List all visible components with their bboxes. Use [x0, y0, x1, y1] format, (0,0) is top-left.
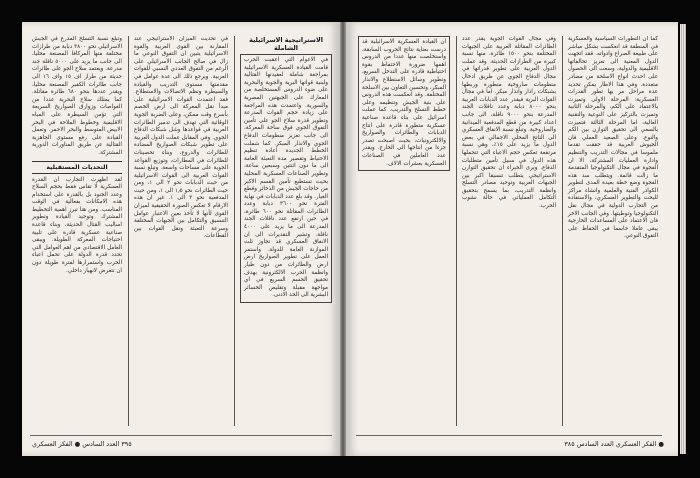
page-footer: ٣٩٥ العدد السادس ● الفكر العسكري [32, 440, 132, 448]
right-page-column-2 [460, 36, 558, 426]
left-page [22, 22, 340, 456]
column-text: في تحديث الميزان الاستراتيجي عند المقارنة بين القوى العربية والقوة الاسرائيلية يتبين ان التفوق النوعي ما زال في صالح الجانب الاسرائيلي على الرغم من التفوق العددي النسبي للقوات العربية. ويرجع ذلك الى عدة عوامل في مقدمتها مستوى التدريب والقيادة والسيطرة ونظم الاتصالات والاستطلاع. فقد اعتمدت القوات الاسرائيلية على مبدأ نقل المعركة الى ارض الخصم بأسرع وقت ممكن، وعلى الضربة الجوية الوقائية التي تهدف الى تدمير الطائرات العربية في قواعدها وشل شبكات الدفاع الجوي. وفي المقابل عملت الدول العربية على تطوير شبكات الصواريخ المضادة للطائرات والدروع، وبناء تحصينات للطائرات في المطارات، وتوزيع القواعد الجوية على مساحات واسعة. وتبلغ نسبة القوات العربية الى القوات الاسرائيلية من حيث الدبابات نحو ٢ الى ١، ومن حيث الطائرات نحو ١٫٥ الى ١، ومن حيث المدفعية نحو ٣ الى ١. غير ان هذه الارقام لا تعكس الصورة الحقيقية لميزان القوى لأنها لا تأخذ بعين الاعتبار عوامل التنسيق والتكامل بين الجبهات المختلفة وسرعة التعبئة ونقل القوات بين القطاعات. [134, 36, 228, 240]
boxed-column-text: ان القيادة العسكرية الاسرائيلية قد درست بعناية نتائج الحروب السابقة، واستخلصت منها عددا من الدروس اهمها ضرورة الاحتفاظ بقوة احتياطية قادرة على التدخل السريع، وتطوير وسائل الاستطلاع والانذار المبكر، وتحسين التعاون بين الاسلحة المختلفة. وقد انعكست هذه الدروس على بنية الجيش وتنظيمه وعلى خطط التسلح والتدريب. كما عملت اسرائيل على بناء قاعدة صناعية عسكرية متطورة قادرة على انتاج الدبابات والطائرات والصواريخ والالكترونيات، بحيث اصبحت تصدر جزءا من انتاجها الى الخارج. ويقدر عدد العاملين في الصناعات العسكرية بعشرات الالاف. [358, 36, 450, 171]
column-text: وتبلغ نسبة التسلح المدرع في الجيش الاسرائيلي نحو ٣٨٠٠ دبابة من طرازات مختلفة منها المركافا المصنعة محليا، الى جانب ما يزيد على ٥٠٠٠ ناقلة جند مدرعة. ويعتمد سلاح الجو على طائرات حديثة من طراز اف ١٥ واف ١٦ الى جانب طائرات الكفير المصنعة محليا، ويقدر عددها بنحو ٦٨٠ طائرة مقاتلة. كما يمتلك سلاح البحرية عددا من الغواصات وزوارق الصواريخ السريعة التي تؤمن السيطرة على المياه الاقليمية وخطوط الملاحة في البحر الابيض المتوسط والبحر الاحمر. وتعمل القيادة على رفع مستوى الجاهزية القتالية عن طريق المناورات الدورية المشتركة. [32, 36, 123, 156]
left-page-column-1 [238, 36, 334, 426]
column-text: لقد اظهرت التجارب ان القدرة العسكرية لا تقاس فقط بحجم السلاح وعدد الجنود بل بالقدرة على استخدام هذه الامكانات بفعالية في الوقت المناسب. ومن هنا تبرز اهمية التخطيط المشترك وتوحيد القيادة وتطوير اساليب القتال الحديثة، وبناء قاعدة صناعية عسكرية قادرة على تلبية احتياجات المعركة الطويلة. ويبقى العامل الاقتصادي من اهم العوامل التي تحدد قدرة الدولة على تحمل اعباء الحرب واستمرارها لفترة طويلة دون ان تتعرض لانهيار داخلي. [32, 176, 122, 274]
column-text: وفي مجال القوات الجوية يقدر عدد الطائرات المقاتلة العربية على الجبهات المختلفة بنحو ١٥٠٠ طائرة، منها نسبة كبيرة من الطرازات الحديثة. وقد عملت الدول العربية على تطوير قدراتها في مجال الدفاع الجوي عن طريق ادخال منظومات صاروخية متطورة وربطها بشبكات رادار وانذار مبكر. اما في مجال القوات البرية فيقدر عدد الدبابات العربية بنحو ٨٠٠٠ دبابة وعدد ناقلات الجند المدرعة بنحو ٩٠٠٠ ناقلة، الى جانب اعداد كبيرة من قطع المدفعية الميدانية والصاروخية. وتبلغ نسبة الانفاق العسكري الى الناتج المحلي الاجمالي في بعض الدول ما يزيد على ١٥٪، وهي نسبة مرتفعة تعكس حجم الاعباء التي تتحملها هذه الدول في سبيل تأمين متطلبات الدفاع. ويرى الخبراء ان تحقيق التوازن الاستراتيجي يتطلب تنسيقا اكبر بين الجبهات العربية وتوحيد مصادر التسلح وانظمة التدريب، بما يسمح بتحقيق التكامل العملياتي في حالة نشوب الحرب. [462, 36, 557, 210]
column-divider [456, 36, 457, 426]
right-page [346, 22, 678, 456]
left-page-column-3 [30, 36, 124, 426]
footer-rule [30, 435, 332, 436]
boxed-column-text: في الاعوام التي اعقبت الحرب قامت القيادة العسكرية الاسرائيلية بمراجعة شاملة لعقيدتها القتالية ولبنية قواتها البرية والجوية والبحرية على ضوء الدروس المستخلصة من المعارك على الجبهتين المصرية والسورية. واعتمدت هذه المراجعة على زيادة حجم القوات المدرعة وتطوير قدرة سلاح الجو على تأمين التفوق الجوي فوق ساحة المعركة، الى جانب تعزيز منظومات الدفاع الجوي والانذار المبكر. كما شملت الخطط الجديدة اعادة تنظيم الاحتياط وتقصير مدة التعبئة العامة الى ما دون اثنتين وسبعين ساعة، وتطوير الصناعات العسكرية المحلية بحيث تستطيع تأمين القسم الاكبر من حاجات الجيش من الذخائر وقطع الغيار. وقد بلغ عدد الدبابات في نهاية الفترة نحو ٣٦٠٠ دبابة وعدد الطائرات المقاتلة نحو ٦٠٠ طائرة، في حين ارتفع عدد ناقلات الجند المدرعة الى ما يزيد على ٤٠٠٠ ناقلة. وتشير التقديرات الى ان الانفاق العسكري قد تجاوز ثلث الموازنة العامة للدولة. واستمر العمل على تطوير الصواريخ ارض ارض والطائرات من دون طيار وانظمة الحرب الالكترونية بهدف تحقيق الحسم السريع في اي مواجهة مقبلة وتقليص الخسائر البشرية الى الحد الادنى. [240, 54, 332, 303]
column-divider [128, 36, 129, 426]
column-text: كما ان التطورات السياسية والعسكرية في المنطقة قد انعكست بشكل مباشر على طبيعة الصراع وادواته. فقد اتجهت الدول المعنية الى تعزيز تحالفاتها الاقليمية والدولية، وسعت الى الحصول على احدث انواع الاسلحة من مصادر متعددة. وفي هذا الاطار يمكن تحديد عدة مراحل مر بها تطور القدرات العسكرية: المرحلة الاولى وتميزت بالاعتماد على الكم، والمرحلة الثانية وتميزت بالتركيز على النوعية والتقنية العالية، اما المرحلة الثالثة فتميزت بالسعي الى تحقيق التوازن بين الكم والنوع. وعلى الصعيد العملي فان الجيوش العربية قد حققت تقدما ملموسا في مجالات التدريب والتنظيم وادارة العمليات المشتركة، الا ان الفجوة في مجال التكنولوجيا المتقدمة ما زالت قائمة. ويتطلب سد هذه الفجوة وضع خطة بعيدة المدى لتطوير الكوادر الفنية والعلمية وانشاء مراكز للبحث والتطوير العسكري، والاستفادة من التجارب الدولية في مجال نقل التكنولوجيا وتوطينها. وفي الجانب الاخر فان الاعتماد على المساعدات الخارجية يبقى عاملا حاسما في الحفاظ على التفوق النوعي. [568, 36, 658, 240]
right-page-column-3 [356, 36, 452, 426]
footer-rule [356, 435, 662, 436]
left-page-column-2 [132, 36, 230, 426]
section-subheading: التحديات المستقبلية [32, 161, 122, 174]
page-edges [680, 24, 686, 454]
column-divider [562, 36, 563, 426]
right-page-column-1 [566, 36, 660, 426]
column-divider [234, 36, 235, 426]
section-heading: الاستراتيجية الاسرائيلية الشاملة [249, 36, 323, 52]
page-footer: ● الفكر العسكري العدد السادس ٣٨٥ [564, 440, 664, 448]
